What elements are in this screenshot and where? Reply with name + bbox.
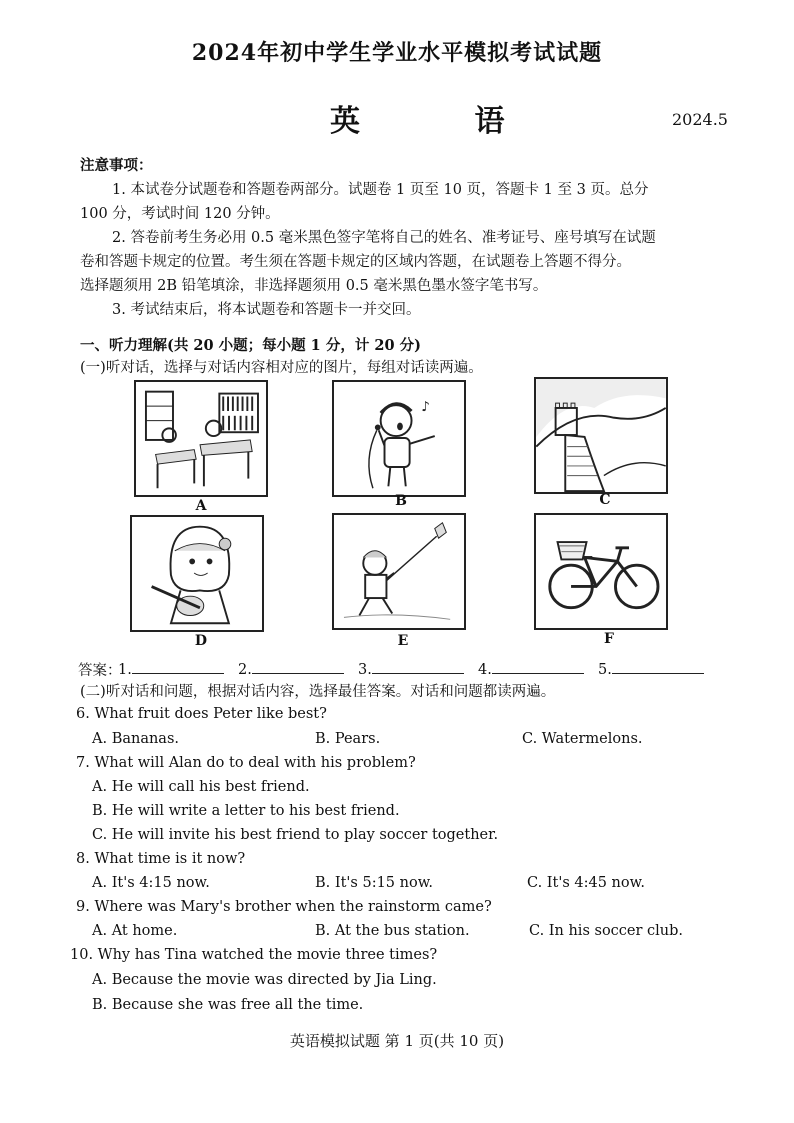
answer-blank[interactable]: [372, 659, 464, 674]
question-stem: 9. Where was Mary's brother when the rainstorm came?: [76, 899, 492, 915]
great-wall-icon: [536, 379, 666, 492]
answer-number: 1.: [118, 662, 132, 678]
picture-a: [134, 380, 268, 497]
picture-b: [332, 380, 466, 497]
note-line: 2. 答卷前考生务必用 0.5 毫米黑色签字笔将自己的姓名、准考证号、座号填写在试题: [112, 230, 656, 246]
bicycle-icon: [536, 515, 666, 628]
answers-label: 答案：: [78, 663, 122, 679]
answer-blank[interactable]: [132, 659, 224, 674]
option[interactable]: C. He will invite his best friend to play soccer together.: [92, 827, 499, 843]
question-stem: 10. Why has Tina watched the movie three times?: [70, 947, 438, 963]
option[interactable]: B. It's 5:15 now.: [315, 875, 434, 891]
answer-number: 2.: [238, 662, 252, 678]
subject-title: 英 语: [330, 104, 557, 139]
option[interactable]: A. It's 4:15 now.: [92, 875, 210, 891]
picture-f: [534, 513, 668, 630]
answer-1: [118, 659, 224, 678]
picture-label-f: F: [604, 631, 614, 647]
page-footer: 英语模拟试题 第 1 页(共 10 页): [289, 1032, 505, 1050]
answer-blank[interactable]: [492, 659, 584, 674]
option[interactable]: C. In his soccer club.: [529, 923, 684, 939]
question-stem: 8. What time is it now?: [76, 851, 246, 867]
option[interactable]: A. At home.: [92, 923, 178, 939]
picture-label-e: E: [397, 633, 409, 649]
option[interactable]: B. He will write a letter to his best friend.: [92, 803, 400, 819]
picture-label-a: A: [195, 498, 207, 514]
option[interactable]: A. He will call his best friend.: [92, 779, 310, 795]
answers-row: [78, 659, 122, 680]
note-line: 3. 考试结束后，将本试题卷和答题卡一并交回。: [112, 302, 421, 318]
answer-5: [598, 659, 704, 678]
picture-e: [332, 513, 466, 630]
picture-d: [130, 515, 264, 632]
option[interactable]: B. Pears.: [315, 731, 381, 747]
answer-2: [238, 659, 344, 678]
boy-singing-icon: [334, 382, 464, 495]
note-line: 100 分，考试时间 120 分钟。: [80, 206, 280, 222]
answer-blank[interactable]: [252, 659, 344, 674]
part1-instruction: (一)听对话，选择与对话内容相对应的图片，每组对话读两遍。: [80, 360, 483, 376]
option[interactable]: A. Because the movie was directed by Jia Ling.: [92, 972, 437, 988]
library-reading-icon: [136, 382, 266, 495]
answer-number: 5.: [598, 662, 612, 678]
exam-title: 2024年初中学生学业水平模拟考试试题: [191, 40, 603, 66]
answer-blank[interactable]: [612, 659, 704, 674]
picture-c: [534, 377, 668, 494]
option[interactable]: A. Bananas.: [92, 731, 180, 747]
question-stem: 7. What will Alan do to deal with his problem?: [76, 755, 416, 771]
answer-3: [358, 659, 464, 678]
note-line: 选择题须用 2B 铅笔填涂，非选择题须用 0.5 毫米黑色墨水签字笔书写。: [80, 278, 548, 294]
answer-4: [478, 659, 584, 678]
notes-heading: 注意事项：: [80, 157, 153, 174]
part2-instruction: (二)听对话和问题，根据对话内容，选择最佳答案。对话和问题都读两遍。: [80, 684, 556, 700]
option[interactable]: C. It's 4:45 now.: [527, 875, 645, 891]
question-stem: 6. What fruit does Peter like best?: [76, 706, 327, 722]
option[interactable]: B. Because she was free all the time.: [92, 997, 364, 1013]
svg-text:♪: ♪: [421, 398, 430, 415]
section-heading: 一、听力理解(共 20 小题；每小题 1 分，计 20 分): [80, 337, 421, 354]
picture-label-c: C: [599, 492, 611, 508]
option[interactable]: B. At the bus station.: [315, 923, 470, 939]
exam-date: 2024.5: [672, 110, 728, 129]
picture-label-b: B: [395, 493, 407, 509]
note-line: 卷和答题卡规定的位置。考生须在答题卡规定的区域内答题，在试题卷上答题不得分。: [80, 254, 631, 270]
answer-number: 4.: [478, 662, 492, 678]
answer-number: 3.: [358, 662, 372, 678]
boy-kite-icon: [334, 515, 464, 628]
girl-guitar-icon: [132, 517, 262, 630]
option[interactable]: C. Watermelons.: [522, 731, 643, 747]
picture-label-d: D: [194, 633, 208, 649]
note-line: 1. 本试卷分试题卷和答题卷两部分。试题卷 1 页至 10 页，答题卡 1 至 3 页。总分: [112, 182, 649, 198]
